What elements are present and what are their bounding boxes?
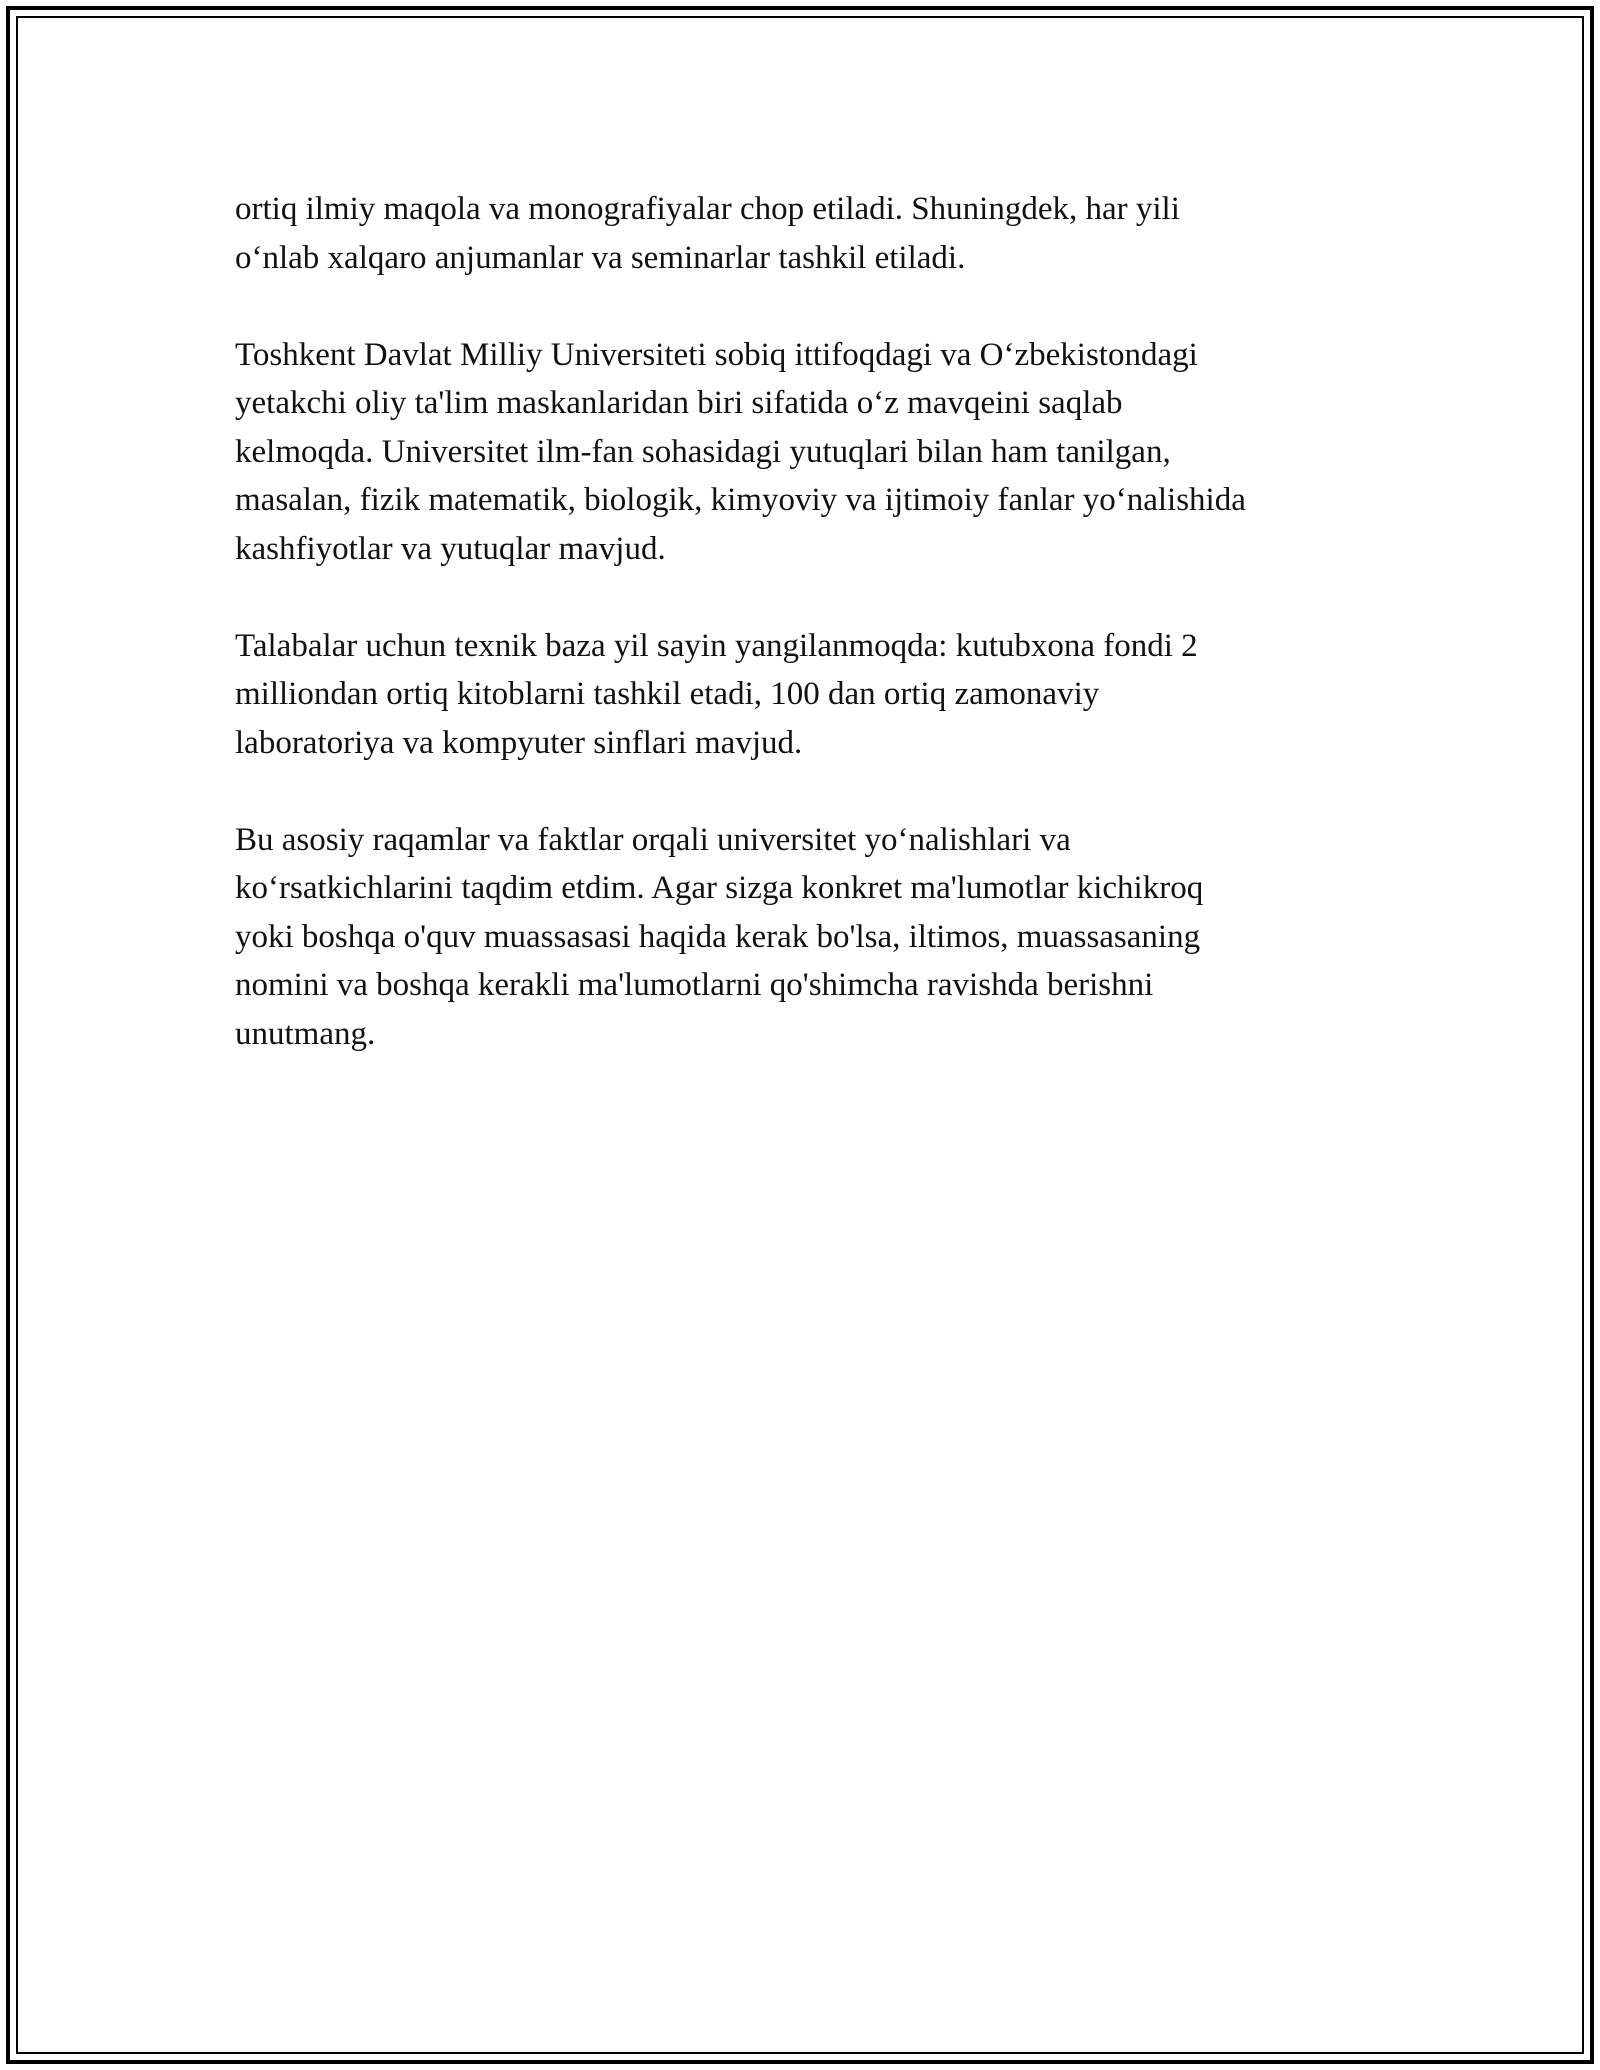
paragraph-university-status: Toshkent Davlat Milliy Universiteti sobiq ittifoqdagi va O‘zbekistondagi yetakchi oliy ta'lim maskanlaridan biri sifatida o‘z mavqeini saqlab kelmoqda. Universitet ilm-fan sohasidagi yutuqlari bilan ham tanilgan, masalan, fizik matematik, biologik, kimyoviy va ijtimoiy fanlar yo‘nalishida kashfiyotlar va yutuqlar mavjud. bbox=[235, 336, 1246, 567]
paragraph-technical-base: Talabalar uchun texnik baza yil sayin yangilanmoqda: kutubxona fondi 2 milliondan ortiq kitoblarni tashkil etadi, 100 dan ortiq zamonaviy laboratoriya va kompyuter sinflari mavjud. bbox=[235, 627, 1198, 761]
paragraph-publications: ortiq ilmiy maqola va monografiyalar chop etiladi. Shuningdek, har yili o‘nlab xalqaro anjumanlar va seminarlar tashkil etiladi. bbox=[235, 191, 1180, 276]
document-body bbox=[235, 185, 1385, 1107]
paragraph-closing-note: Bu asosiy raqamlar va faktlar orqali universitet yo‘nalishlari va ko‘rsatkichlarini taqdim etdim. Agar sizga konkret ma'lumotlar kichikroq yoki boshqa o'quv muassasasi haqida kerak bo'lsa, iltimos, muassasaning nomini va boshqa kerakli ma'lumotlarni qo'shimcha ravishda berishni unutmang. bbox=[235, 821, 1204, 1052]
